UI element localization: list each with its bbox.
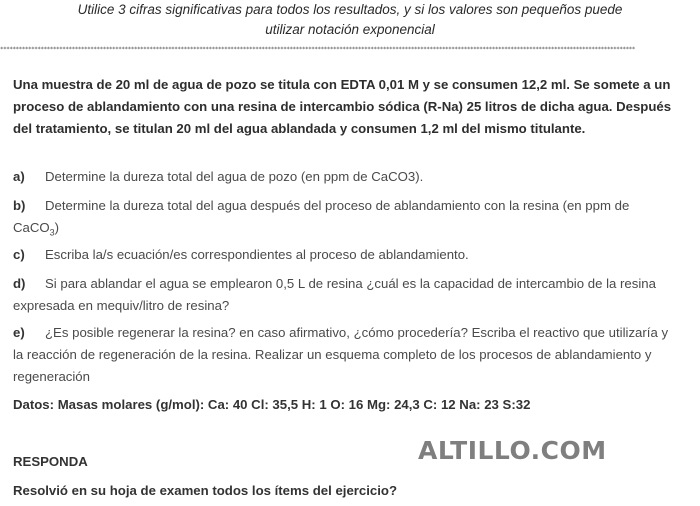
item-b-subscript: 3 [49,227,55,238]
item-e [13,322,673,388]
altillo-watermark: ALTILLO.COM [418,436,607,465]
instructions-line-1: Utilice 3 cifras significativas para todos los resultados, y si los valores son pequeños puede [77,2,623,17]
item-a [13,166,673,188]
molar-masses-data: Datos: Masas molares (g/mol): Ca: 40 Cl: 35,5 H: 1 O: 16 Mg: 24,3 C: 12 Na: 23 S:32 [13,397,531,412]
item-e-text: ¿Es posible regenerar la resina? en caso afirmativo, ¿cómo procedería? Escriba el reactivo que utilizaría y la reacción de regeneración de la resina. Realizar un esquema completo de los procesos de ablandamiento y regeneración [13,325,669,384]
item-c-text: Escriba la/s ecuación/es correspondientes al proceso de ablandamiento. [45,247,469,262]
item-b-letter: b) [13,198,26,213]
problem-statement: Una muestra de 20 ml de agua de pozo se titula con EDTA 0,01 M y se consumen 12,2 ml. Se somete a un proceso de ablandamiento con una resina de intercambio sódica (R-Na) 25 litros de dicha agua. Después del tratamiento, se titulan 20 ml del agua ablandada y consumen 1,2 ml del mismo titulante. [13,77,672,136]
asterisk-separator: ************************************************************************************************************************************************************************************************************ [0,46,635,53]
instructions [0,0,700,40]
item-b-text: Determine la dureza total del agua después del proceso de ablandamiento con la resina (en ppm de CaCO [13,198,630,235]
item-c-letter: c) [13,247,25,262]
item-a-letter: a) [13,169,25,184]
responda-label: RESPONDA [13,454,88,469]
item-a-text: Determine la dureza total del agua de pozo (en ppm de CaCO3). [45,169,424,184]
item-d [13,273,673,317]
item-c [13,244,673,266]
responda-answer: Resolvió en su hoja de examen todos los ítems del ejercicio? [13,483,398,498]
instructions-line-2: utilizar notación exponencial [265,22,435,37]
item-d-letter: d) [13,276,26,291]
item-d-text: Si para ablandar el agua se emplearon 0,5 L de resina ¿cuál es la capacidad de intercambio de la resina expresada en mequiv/litro de resina? [13,276,656,313]
item-b-text-end: ) [54,220,60,235]
item-b [13,195,673,239]
item-e-letter: e) [13,325,25,340]
